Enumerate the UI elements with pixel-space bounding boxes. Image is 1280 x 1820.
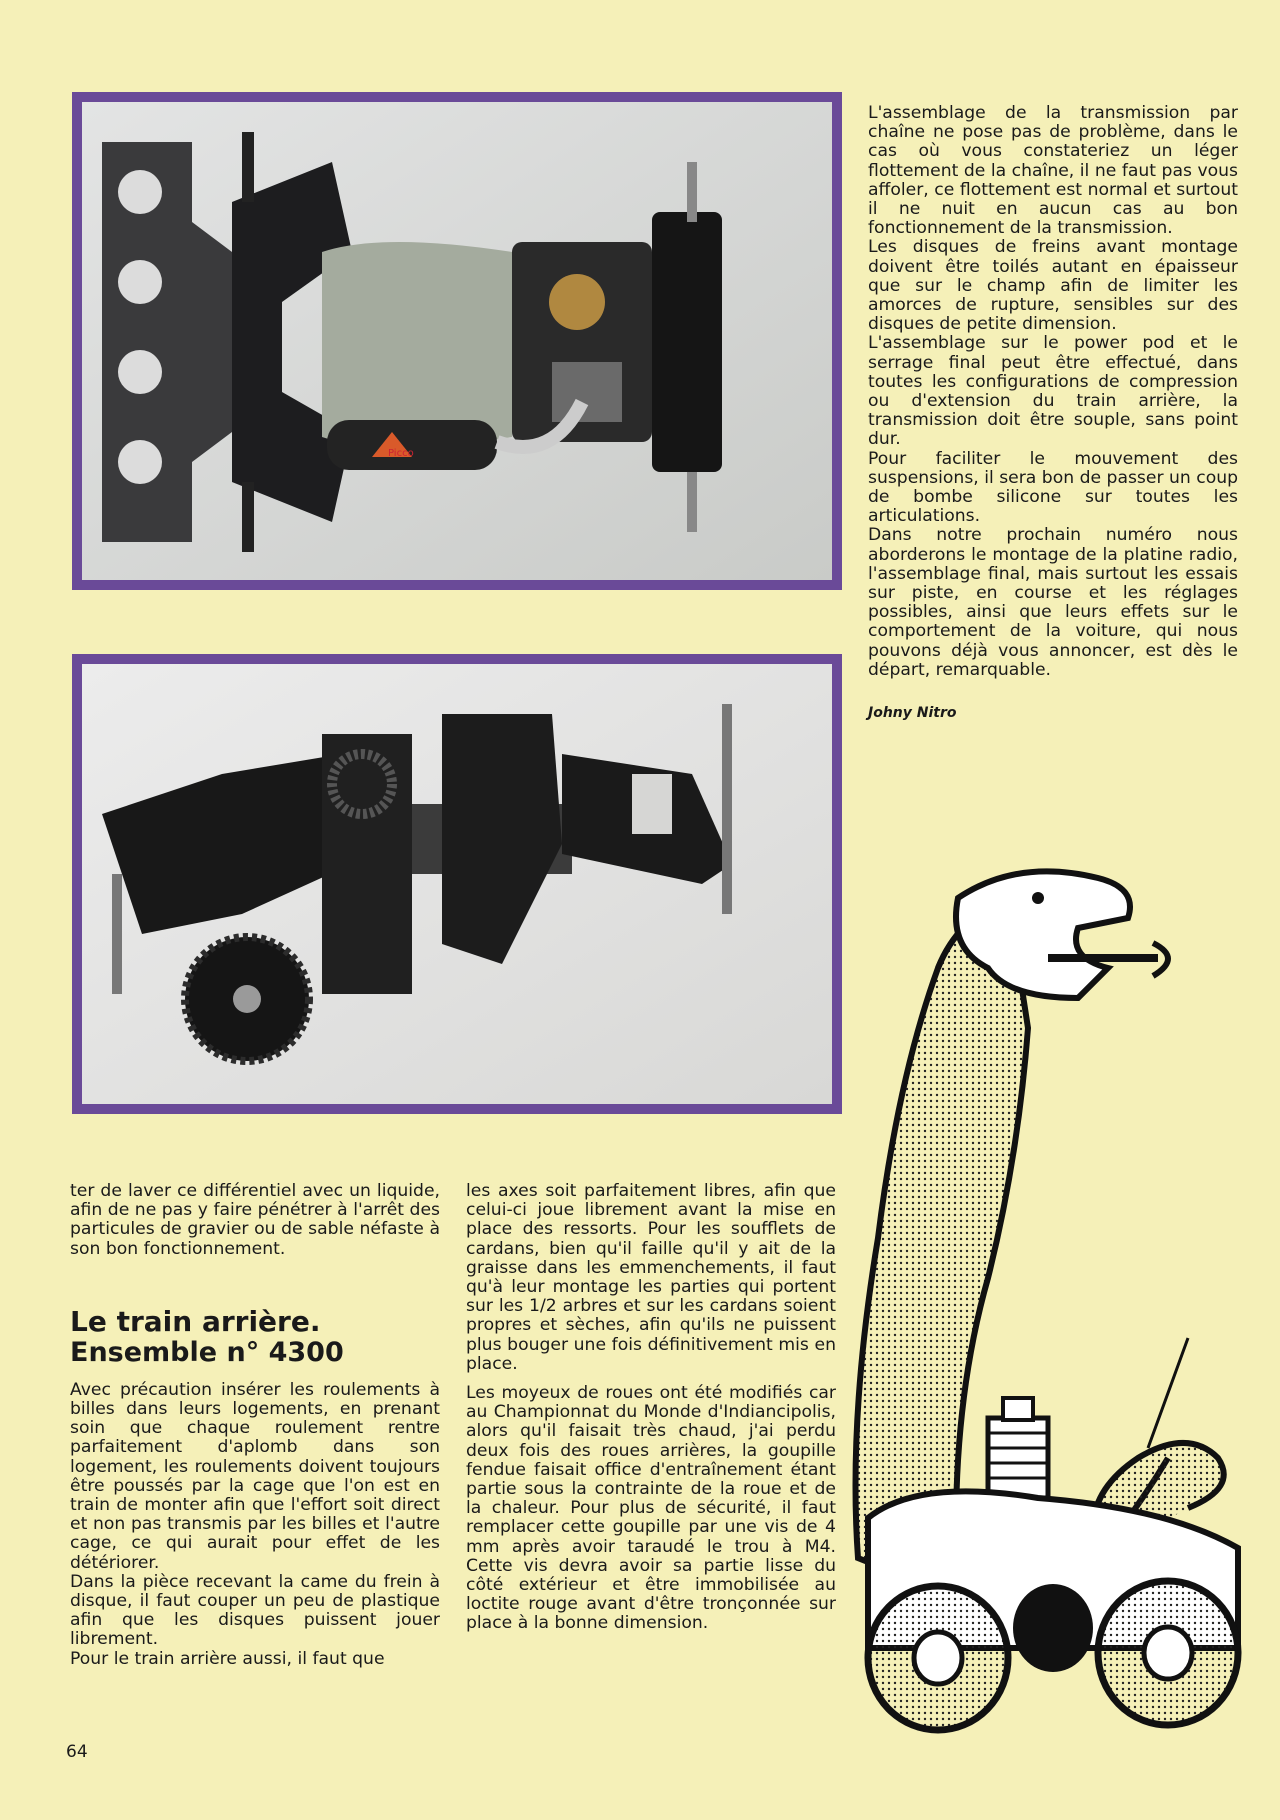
middle-paragraph-1: les axes soit parfaitement libres, afin que celui-ci joue librement avant la mise en place des ressorts. Pour les soufflets de cardans, bien qu'il faille qu'il y ait de la graisse dans les emmenchements, il faut qu'à leur montage les parties qui portent sur les 1/2 arbres et sur les cardans soient propres et sèches, afin qu'ils ne puissent plus bouger une fois définitivement mis en place. xyxy=(466,1181,836,1374)
right-paragraph-3: L'assemblage sur le power pod et le serrage final peut être effectué, dans toutes les configurations de compression ou d'extension du train arrière, la transmission doit être souple, sans point dur. xyxy=(868,333,1238,450)
author-signature: Johny Nitro xyxy=(868,705,957,722)
right-paragraph-5: Dans notre prochain numéro nous aborderons le montage de la platine radio, l'assemblage final, mais surtout les essais sur piste, en course et les réglages possibles, ainsi que leurs effets sur le comportement de la voiture, qui nous pouvons déjà vous annoncer, est dès le départ, remarquable. xyxy=(868,525,1238,680)
right-paragraph-4: Pour faciliter le mouvement des suspensions, il sera bon de passer un coup de bombe silicone sur toutes les articulations. xyxy=(868,448,1239,527)
chassis-photo xyxy=(72,92,842,590)
rear-train-photo-image xyxy=(82,664,832,1104)
left-paragraph-3: Pour le train arrière aussi, il faut que xyxy=(70,1648,385,1669)
middle-paragraph-2: Les moyeux de roues ont été modifiés car au Championnat du Monde d'Indiancipolis, alors qu'il faisait très chaud, j'ai perdu deux fois des roues arrières, la goupille fendue faisait office d'entraînement étant partie sous la contrainte de la roue et de la chaleur. Pour plus de sécurité, il faut remplacer cette goupille par une vis de 4 mm après avoir taraudé le trou à M4. Cette vis devra avoir sa partie lisse du côté extérieur et être immobilisée au loctite rouge avant d'être tronçonnée sur place à la bonne dimension. xyxy=(466,1383,836,1634)
left-intro-paragraph: ter de laver ce différentiel avec un liquide, afin de ne pas y faire pénétrer à l'arrêt des particules de gravier ou de sable néfaste à son bon fonctionnement. xyxy=(70,1181,440,1259)
page-number: 64 xyxy=(66,1742,88,1762)
picco-logo: Picco xyxy=(388,448,414,459)
right-paragraph-2: Les disques de freins avant montage doivent être toilés autant en épaisseur que sur le champ afin de limiter les amorces de rupture, sensibles sur des disques de petite dimension. xyxy=(868,237,1238,335)
dinosaur-car-cartoon xyxy=(838,858,1258,1748)
left-paragraph-2: Dans la pièce recevant la came du frein à disque, il faut couper un peu de plastique afin que les disques puissent jouer librement. xyxy=(70,1571,440,1650)
left-column xyxy=(70,1182,440,1669)
section-subheading: Ensemble n° 4300 xyxy=(70,1336,344,1368)
middle-column xyxy=(466,1182,836,1634)
rear-train-photo xyxy=(72,654,842,1114)
right-column xyxy=(868,104,1238,723)
chassis-photo-image xyxy=(82,102,832,580)
section-heading: Le train arrière. xyxy=(70,1304,321,1338)
right-paragraph-1: L'assemblage de la transmission par chaîne ne pose pas de problème, dans le cas où vous constateriez un léger flottement de la chaîne, il ne faut pas vous affoler, ce flottement est normal et surtout il ne nuit en aucun cas au bon fonctionnement de la transmission. xyxy=(868,103,1238,239)
left-paragraph-1: Avec précaution insérer les roulements à billes dans leurs logements, en prenant soin que chaque roulement rentre parfaitement d'aplomb dans son logement, les roulements doivent toujours être poussés par la cage que l'on est en train de monter afin que l'effort soit direct et non pas transmis par les billes et l'autre cage, ce qui aurait pour effet de les détériorer. xyxy=(70,1379,440,1573)
